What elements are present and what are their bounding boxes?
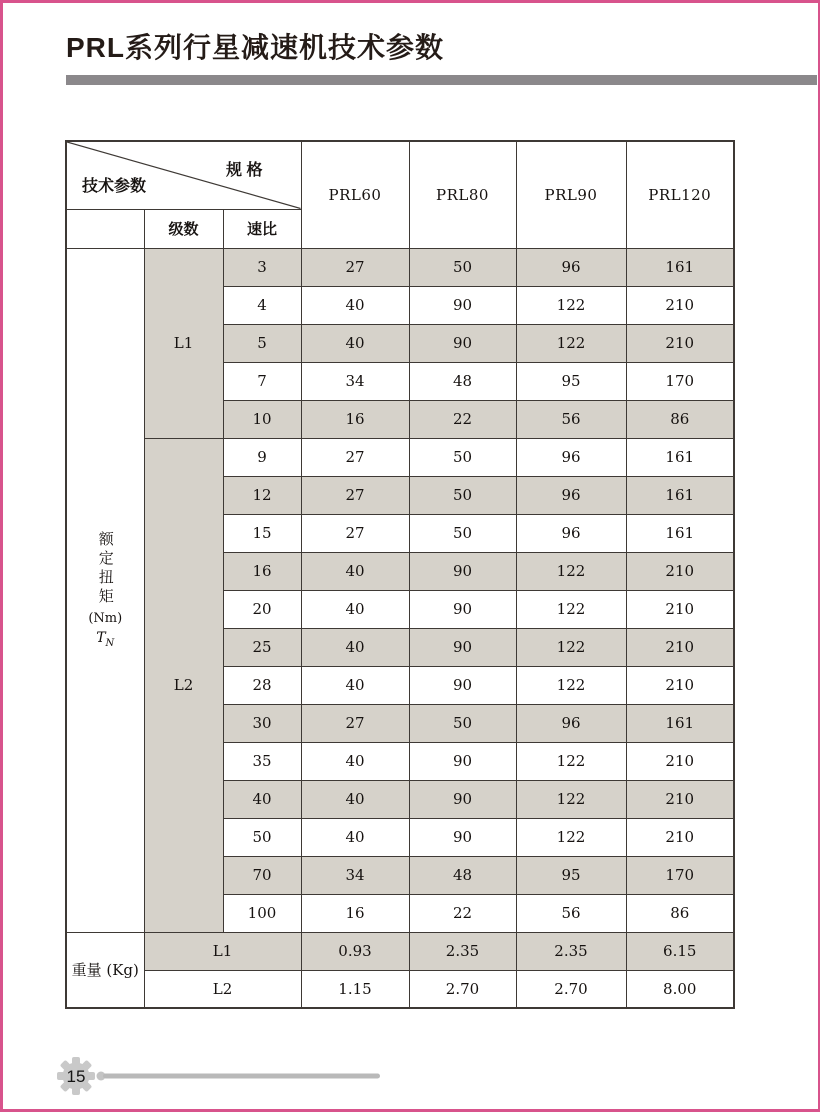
value-cell: 90 xyxy=(409,742,516,780)
weight-value-cell: 1.15 xyxy=(301,970,409,1008)
value-cell: 122 xyxy=(516,780,626,818)
torque-unit-text: (Nm) xyxy=(88,611,123,627)
ratio-cell: 15 xyxy=(223,514,301,552)
value-cell: 16 xyxy=(301,894,409,932)
value-cell: 122 xyxy=(516,286,626,324)
value-cell: 50 xyxy=(409,248,516,286)
value-cell: 122 xyxy=(516,552,626,590)
value-cell: 34 xyxy=(301,856,409,894)
value-cell: 90 xyxy=(409,780,516,818)
value-cell: 210 xyxy=(626,628,734,666)
value-cell: 210 xyxy=(626,666,734,704)
value-cell: 161 xyxy=(626,248,734,286)
ratio-cell: 4 xyxy=(223,286,301,324)
ratio-cell: 40 xyxy=(223,780,301,818)
column-header-prl90: PRL90 xyxy=(516,141,626,248)
weight-value-cell: 8.00 xyxy=(626,970,734,1008)
value-cell: 122 xyxy=(516,590,626,628)
value-cell: 90 xyxy=(409,286,516,324)
weight-stage-cell: L2 xyxy=(144,970,301,1008)
ratio-cell: 16 xyxy=(223,552,301,590)
table-corner-cell xyxy=(66,141,301,209)
value-cell: 96 xyxy=(516,704,626,742)
value-cell: 40 xyxy=(301,742,409,780)
value-cell: 50 xyxy=(409,438,516,476)
value-cell: 27 xyxy=(301,476,409,514)
weight-value-cell: 2.35 xyxy=(409,932,516,970)
ratio-cell: 50 xyxy=(223,818,301,856)
value-cell: 22 xyxy=(409,400,516,438)
value-cell: 122 xyxy=(516,742,626,780)
value-cell: 95 xyxy=(516,362,626,400)
spec-header-label: 规 格 xyxy=(226,162,263,179)
value-cell: 27 xyxy=(301,704,409,742)
table-row xyxy=(66,248,734,286)
value-cell: 16 xyxy=(301,400,409,438)
weight-value-cell: 6.15 xyxy=(626,932,734,970)
column-header-prl60: PRL60 xyxy=(301,141,409,248)
weight-row xyxy=(66,970,734,1008)
value-cell: 90 xyxy=(409,590,516,628)
value-cell: 96 xyxy=(516,438,626,476)
ratio-cell: 30 xyxy=(223,704,301,742)
ratio-header-cell: 速比 xyxy=(223,209,301,248)
torque-symbol xyxy=(96,630,114,649)
column-header-prl80: PRL80 xyxy=(409,141,516,248)
ratio-cell: 7 xyxy=(223,362,301,400)
value-cell: 210 xyxy=(626,742,734,780)
value-cell: 90 xyxy=(409,628,516,666)
torque-label-text: 额定扭矩 xyxy=(96,531,115,608)
value-cell: 210 xyxy=(626,780,734,818)
torque-symbol-letter: T xyxy=(96,630,106,647)
weight-value-cell: 2.70 xyxy=(516,970,626,1008)
value-cell: 122 xyxy=(516,628,626,666)
value-cell: 210 xyxy=(626,286,734,324)
ratio-cell: 35 xyxy=(223,742,301,780)
torque-label xyxy=(67,531,144,649)
value-cell: 40 xyxy=(301,552,409,590)
spec-table xyxy=(65,140,735,1009)
ratio-cell: 100 xyxy=(223,894,301,932)
value-cell: 210 xyxy=(626,552,734,590)
ratio-cell: 12 xyxy=(223,476,301,514)
value-cell: 27 xyxy=(301,248,409,286)
value-cell: 86 xyxy=(626,400,734,438)
value-cell: 161 xyxy=(626,514,734,552)
value-cell: 122 xyxy=(516,324,626,362)
value-cell: 27 xyxy=(301,514,409,552)
table-header-row xyxy=(66,141,734,209)
weight-value-cell: 2.35 xyxy=(516,932,626,970)
value-cell: 210 xyxy=(626,324,734,362)
table-row xyxy=(66,438,734,476)
value-cell: 56 xyxy=(516,894,626,932)
value-cell: 90 xyxy=(409,666,516,704)
torque-row-label-cell xyxy=(66,248,144,932)
value-cell: 122 xyxy=(516,818,626,856)
value-cell: 40 xyxy=(301,628,409,666)
ratio-cell: 70 xyxy=(223,856,301,894)
value-cell: 96 xyxy=(516,248,626,286)
ratio-cell: 10 xyxy=(223,400,301,438)
value-cell: 86 xyxy=(626,894,734,932)
weight-value-cell: 2.70 xyxy=(409,970,516,1008)
page-number: 15 xyxy=(66,1067,86,1086)
value-cell: 90 xyxy=(409,324,516,362)
value-cell: 95 xyxy=(516,856,626,894)
torque-symbol-subscript: N xyxy=(105,637,115,649)
value-cell: 40 xyxy=(301,286,409,324)
value-cell: 161 xyxy=(626,704,734,742)
value-cell: 170 xyxy=(626,362,734,400)
weight-label-cell: 重量 (Kg) xyxy=(66,932,144,1008)
page-title: PRL系列行星减速机技术参数 xyxy=(66,32,445,63)
value-cell: 40 xyxy=(301,324,409,362)
value-cell: 22 xyxy=(409,894,516,932)
value-cell: 90 xyxy=(409,552,516,590)
value-cell: 122 xyxy=(516,666,626,704)
param-header-label: 技术参数 xyxy=(82,177,147,195)
title-underline-bar xyxy=(66,75,817,85)
value-cell: 210 xyxy=(626,818,734,856)
ratio-cell: 28 xyxy=(223,666,301,704)
value-cell: 48 xyxy=(409,856,516,894)
value-cell: 56 xyxy=(516,400,626,438)
value-cell: 96 xyxy=(516,514,626,552)
value-cell: 50 xyxy=(409,476,516,514)
ratio-cell: 25 xyxy=(223,628,301,666)
value-cell: 90 xyxy=(409,818,516,856)
value-cell: 50 xyxy=(409,514,516,552)
value-cell: 27 xyxy=(301,438,409,476)
ratio-cell: 5 xyxy=(223,324,301,362)
value-cell: 161 xyxy=(626,438,734,476)
stage-cell-l2: L2 xyxy=(144,438,223,932)
ratio-cell: 20 xyxy=(223,590,301,628)
weight-stage-cell: L1 xyxy=(144,932,301,970)
value-cell: 170 xyxy=(626,856,734,894)
value-cell: 40 xyxy=(301,590,409,628)
value-cell: 34 xyxy=(301,362,409,400)
blank-header-cell xyxy=(66,209,144,248)
value-cell: 48 xyxy=(409,362,516,400)
column-header-prl120: PRL120 xyxy=(626,141,734,248)
value-cell: 161 xyxy=(626,476,734,514)
stage-cell-l1: L1 xyxy=(144,248,223,438)
value-cell: 210 xyxy=(626,590,734,628)
stage-header-cell: 级数 xyxy=(144,209,223,248)
page-footer xyxy=(56,1056,396,1098)
value-cell: 50 xyxy=(409,704,516,742)
value-cell: 96 xyxy=(516,476,626,514)
footer-rule-line xyxy=(103,1074,380,1079)
weight-row xyxy=(66,932,734,970)
ratio-cell: 3 xyxy=(223,248,301,286)
value-cell: 40 xyxy=(301,780,409,818)
value-cell: 40 xyxy=(301,818,409,856)
weight-value-cell: 0.93 xyxy=(301,932,409,970)
spec-table-body xyxy=(66,248,734,1008)
ratio-cell: 9 xyxy=(223,438,301,476)
value-cell: 40 xyxy=(301,666,409,704)
